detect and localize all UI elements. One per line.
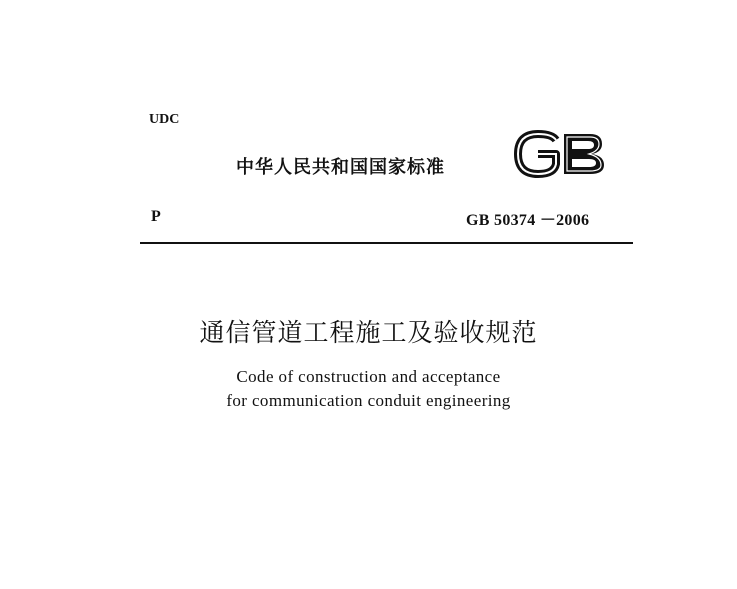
gb-logo-icon xyxy=(512,130,608,178)
national-standard-label: 中华人民共和国国家标准 xyxy=(236,157,445,178)
standard-code: GB 50374 －2006 xyxy=(466,212,590,229)
classification-label: P xyxy=(151,208,161,225)
document-title-english-line1: Code of construction and acceptance xyxy=(236,367,501,386)
document-title-english-line2: for communication conduit engineering xyxy=(226,391,511,410)
udc-label: UDC xyxy=(149,112,180,127)
header-divider xyxy=(140,242,633,244)
document-title-chinese: 通信管道工程施工及验收规范 xyxy=(199,318,538,347)
